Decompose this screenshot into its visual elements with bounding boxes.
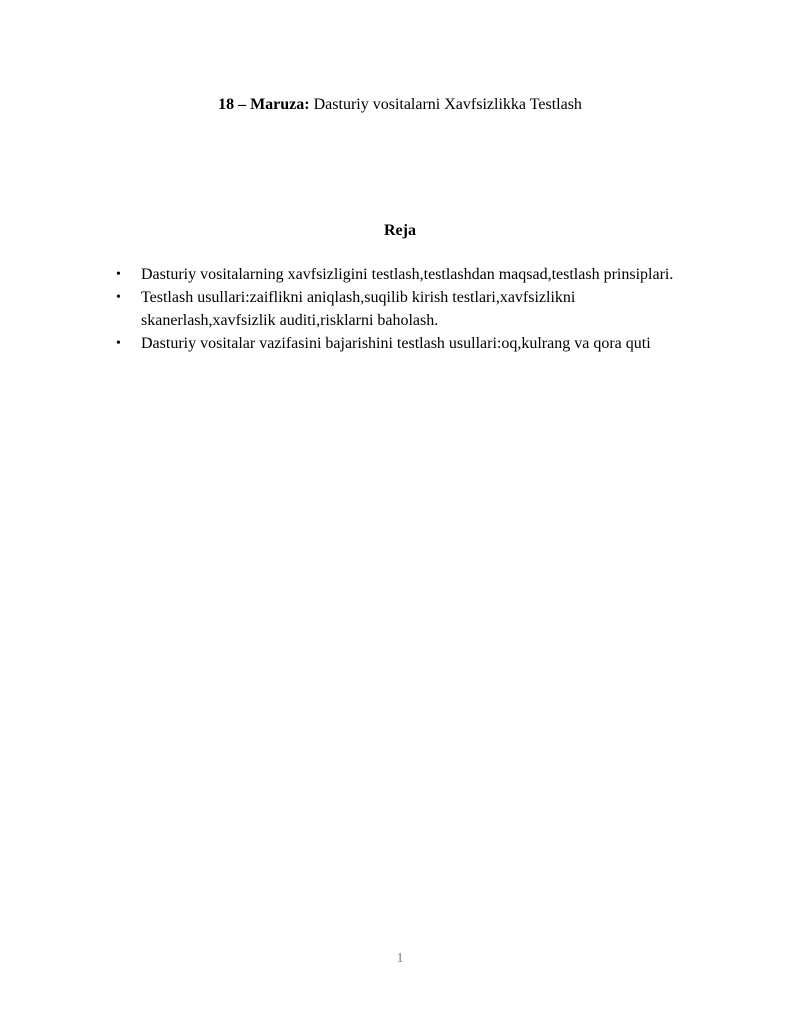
plan-item-1 — [0, 263, 701, 286]
plan-list — [0, 263, 800, 355]
plan-item-2 — [0, 286, 701, 332]
page-number: 1 — [396, 951, 404, 966]
bullet-icon: • — [116, 290, 121, 305]
bullet-icon: • — [116, 336, 121, 351]
plan-heading: Reja — [384, 222, 416, 239]
lecture-number: 18 – Maruza: — [218, 96, 310, 113]
lecture-topic: Dasturiy vositalarni Xavfsizlikka Testlash — [309, 96, 582, 113]
document-title — [0, 94, 800, 116]
plan-item-text: Dasturiy vositalarning xavfsizligini testlash,testlashdan maqsad,testlash prinsiplari. — [141, 266, 674, 283]
bullet-icon: • — [116, 267, 121, 282]
plan-item-text: Dasturiy vositalar vazifasini bajarishini testlash usullari:oq,kulrang va qora quti — [141, 335, 651, 352]
plan-item-3 — [0, 332, 701, 355]
plan-item-text: Testlash usullari:zaiflikni aniqlash,suqilib kirish testlari,xavfsizlikni skanerlash,xavfsizlik auditi,risklarni baholash. — [141, 289, 576, 329]
